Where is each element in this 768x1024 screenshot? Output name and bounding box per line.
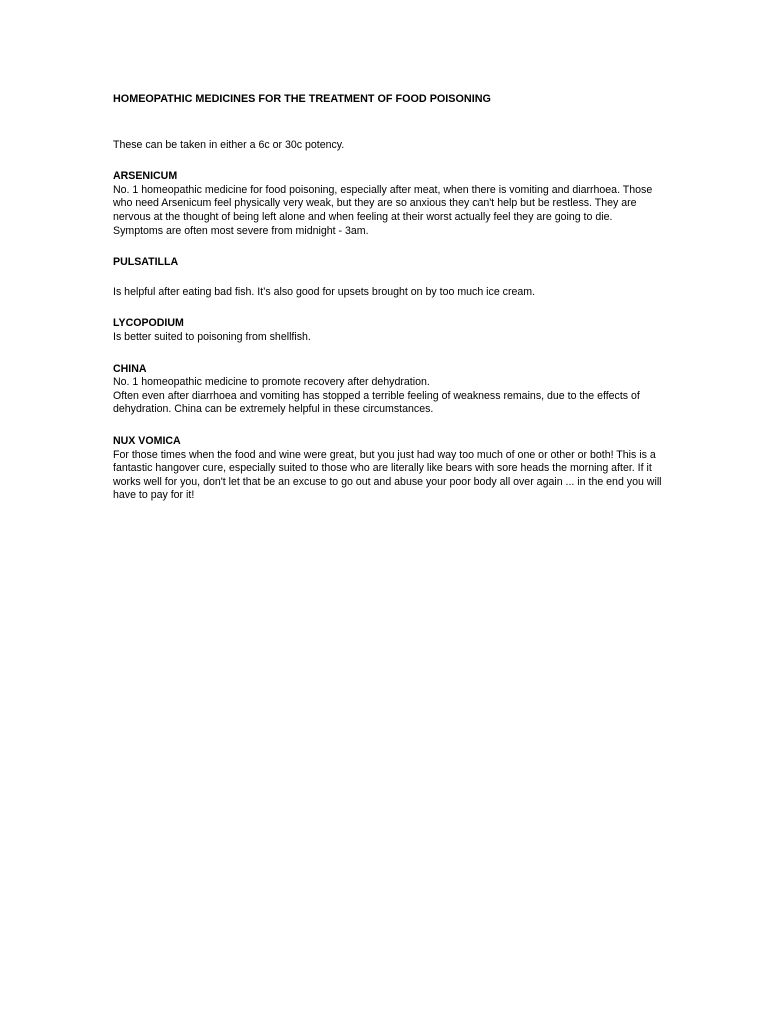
section-heading: CHINA bbox=[113, 362, 147, 375]
section-heading: ARSENICUM bbox=[113, 170, 178, 183]
spacer bbox=[113, 270, 673, 286]
section-pulsatilla bbox=[113, 256, 673, 299]
section-paragraph: Is helpful after eating bad fish. It’s also good for upsets brought on by too much ice cream. bbox=[113, 285, 536, 298]
section-china bbox=[113, 363, 673, 417]
section-paragraph: Often even after diarrhoea and vomiting has stopped a terrible feeling of weakness remains, due to the effects of dehydration. China can be extremely helpful in these circumstances. bbox=[113, 389, 640, 416]
section-arsenicum bbox=[113, 170, 673, 238]
section-paragraph: Symptoms are often most severe from midnight - 3am. bbox=[113, 224, 369, 237]
section-paragraph: No. 1 homeopathic medicine to promote recovery after dehydration. bbox=[113, 376, 430, 389]
section-heading: PULSATILLA bbox=[113, 256, 179, 269]
section-nux-vomica bbox=[113, 435, 673, 503]
section-paragraph: No. 1 homeopathic medicine for food poisoning, especially after meat, when there is vomiting and diarrhoea. Those who need Arsenicum feel physically very weak, but they are so anxious they can't help but be restless. They are nervous at the thought of being left alone and when feeling at their worst actually feel they are going to die. bbox=[113, 183, 653, 223]
section-heading: LYCOPODIUM bbox=[113, 317, 184, 330]
section-paragraph: Is better suited to poisoning from shellfish. bbox=[113, 330, 311, 343]
document-title: HOMEOPATHIC MEDICINES FOR THE TREATMENT OF FOOD POISONING bbox=[113, 93, 491, 105]
section-paragraph: For those times when the food and wine were great, but you just had way too much of one or other or both! This is a fantastic hangover cure, especially suited to those who are literally like bears with sore heads the morning after. If it works well for you, don't let that be an excuse to go out and abuse your poor body all over again ... in the end you will have to pay for it! bbox=[113, 448, 662, 502]
document-page bbox=[113, 93, 673, 503]
section-lycopodium bbox=[113, 317, 673, 344]
section-heading: NUX VOMICA bbox=[113, 434, 181, 447]
intro-text: These can be taken in either a 6c or 30c potency. bbox=[113, 138, 345, 151]
